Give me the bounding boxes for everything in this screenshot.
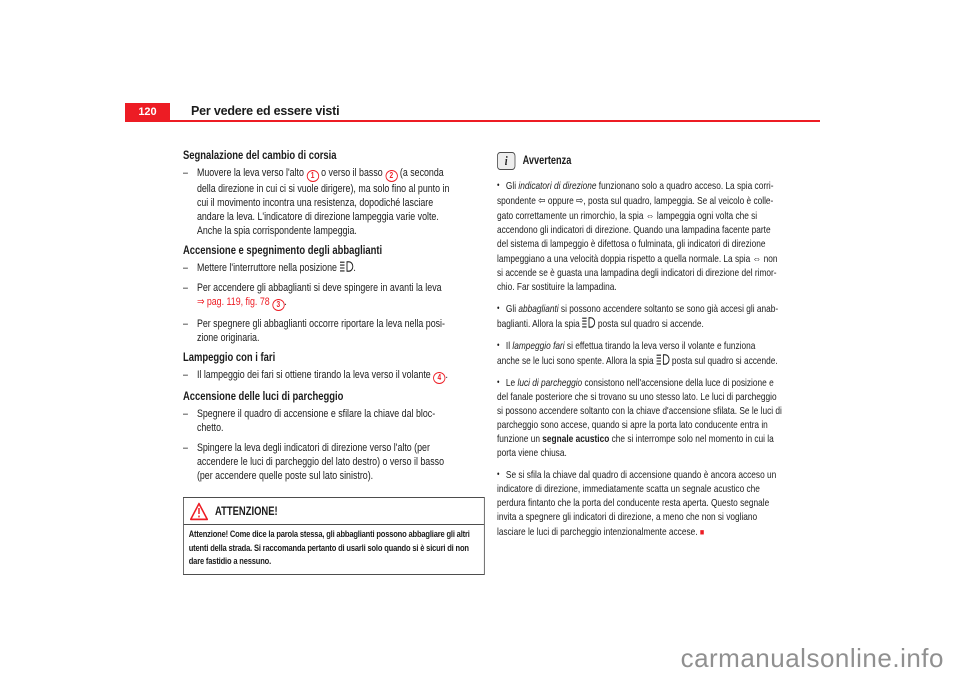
note-item (497, 467, 836, 540)
instruction-text (197, 408, 435, 434)
text-segment: (per accendere quelle poste sul lato sinistro). (196, 470, 374, 482)
text-segment: Il (505, 341, 513, 352)
text-segment: zione originaria. (196, 332, 260, 344)
text-segment: posta sul quadro si accende. (595, 319, 704, 330)
text-segment: Se si sfila la chiave dal quadro di accensione quando è ancora acceso un (505, 470, 777, 481)
text-segment: si accende se è guasta una lampadina degli indicatori di direzione del rimor- (497, 268, 777, 279)
left-sections (183, 149, 500, 483)
text-segment: . (284, 296, 287, 308)
note-text (497, 181, 778, 293)
circled-number-2: 2 (385, 170, 397, 182)
text-segment: accendono gli indicatori di direzione. Quando una lampadina facente parte (497, 225, 771, 236)
bullet-marker: • (497, 303, 500, 313)
instruction-item (183, 261, 500, 275)
circled-number-3: 3 (272, 299, 284, 311)
text-segment: cui il movimento incontra una resistenza, dopodiché lasciare (196, 197, 434, 209)
text-segment: lampeggia ogni volta che si (654, 211, 758, 222)
dash-marker: – (183, 369, 188, 381)
text-segment: (a seconda (397, 167, 444, 179)
circled-number-1: 1 (306, 170, 318, 182)
trailer-turn-icon: ⇔ (752, 253, 762, 265)
text-segment: non (761, 254, 778, 265)
text-segment: chetto. (196, 422, 224, 434)
text-segment: lasciare le luci di parcheggio intenzionalmente accese. (497, 527, 700, 538)
text-segment: Mettere l'interruttore nella posizione (196, 262, 340, 274)
note-heading: Avvertenza (522, 155, 572, 167)
arrow-right-icon: ⇨ (576, 195, 584, 207)
text-segment: gato correttamente un rimorchio, la spia (497, 211, 646, 222)
instruction-text (197, 318, 445, 344)
note-text (497, 470, 776, 538)
circled-number-4: 4 (433, 372, 445, 384)
dash-marker: – (183, 408, 188, 420)
text-segment: Gli (505, 181, 519, 192)
high-beam-icon (339, 261, 356, 274)
text-segment: Spegnere il quadro di accensione e sfilare la chiave dal bloc- (196, 408, 436, 420)
note-text (497, 304, 778, 330)
text-segment: che si interrompe solo nel momento in cui la (609, 434, 774, 445)
instruction-item (183, 317, 500, 345)
bullet-marker: • (497, 377, 500, 387)
note-item (497, 301, 836, 332)
text-segment: Per spegnere gli abbaglianti occorre riportare la leva nella posi- (196, 318, 445, 330)
text-segment: invita a spegnere gli indicatori di direzione, a meno che non si vogliano (497, 512, 758, 523)
text-segment: Spingere la leva degli indicatori di direzione verso l'alto (per (196, 442, 430, 454)
section-heading: Accensione e spegnimento degli abbaglianti (183, 245, 383, 257)
text-segment: posta sul quadro si accende. (669, 356, 778, 367)
text-segment: baglianti. Allora la spia (497, 319, 583, 330)
section-heading: Lampeggio con i fari (183, 352, 276, 364)
dash-marker: – (183, 442, 188, 454)
text-segment: . (445, 369, 448, 381)
text-segment: porta viene chiusa. (497, 448, 567, 459)
text-segment: chio. Far sostituire la lampadina. (497, 282, 617, 293)
note-header (497, 152, 836, 170)
page-number-badge: 120 (125, 103, 170, 121)
left-column (183, 149, 500, 575)
text-segment: indicatori di direzione (518, 181, 597, 192)
instruction-text (197, 369, 448, 381)
page-reference-link[interactable]: ⇒ pag. 119, fig. 78 (196, 296, 273, 308)
text-segment: del fanale posteriore che si trovano su uno stesso lato. Le luci di parcheggio (497, 392, 777, 403)
text-segment: , posta sul quadro, lampeggia. Se al veicolo è colle- (583, 196, 774, 207)
note-item (497, 338, 836, 369)
text-segment: luci di parcheggio (517, 378, 583, 389)
attention-box (183, 497, 485, 575)
text-segment: Per accendere gli abbaglianti si deve spingere in avanti la leva (196, 282, 442, 294)
attention-body: Attenzione! Come dice la parola stessa, gli abbaglianti possono abbagliare gli altri utenti della strada. Si raccomanda pertanto di usarli solo quando si è sicuri di non dare fastidio a nessuno. (188, 529, 470, 566)
text-segment: perdura fintanto che la porta del conducente resta aperta. Questo segnale (497, 498, 770, 509)
page-title: Per vedere ed essere visti (191, 104, 340, 118)
text-segment: oppure (545, 196, 577, 207)
text-segment: del sistema di lampeggio è difettosa o fulminata, gli indicatori di direzione (497, 239, 766, 250)
text-segment: lampeggiano a una velocità doppia rispetto a quella normale. La spia (497, 254, 753, 265)
text-segment: parcheggio sono accese, quando si apre la porta lato conducente entra in (497, 420, 768, 431)
text-segment: . (353, 262, 356, 274)
text-segment: lampeggio fari (512, 341, 565, 352)
section-heading: Segnalazione del cambio di corsia (183, 150, 337, 162)
text-segment: Il lampeggio dei fari si ottiene tirando la leva verso il volante (196, 369, 434, 381)
note-item (497, 375, 836, 461)
notes-list (497, 178, 836, 540)
text-segment: si effettua tirando la leva verso il volante e funziona (564, 341, 756, 352)
dash-marker: – (183, 318, 188, 330)
warning-triangle-icon (190, 502, 209, 521)
text-segment: Muovere la leva verso l'alto (196, 167, 307, 179)
text-segment: funzionano solo a quadro acceso. La spia corri- (596, 181, 774, 192)
text-segment: abbaglianti (518, 304, 559, 315)
text-segment: si possono accendere soltanto con la chiave d'accensione sfilata. Se le luci di (497, 406, 782, 417)
trailer-turn-icon: ⇔ (645, 210, 655, 222)
text-segment: indicatore di direzione, immediatamente scatta un segnale acustico che (497, 484, 760, 495)
text-segment: accendere le luci di parcheggio del lato destro) o verso il basso (196, 456, 445, 468)
text-segment: anche se le luci sono spente. Allora la spia (497, 356, 656, 367)
text-segment: funzione un (497, 434, 543, 445)
note-text (497, 378, 782, 459)
text-segment: spondente (497, 196, 539, 207)
section-heading: Accensione delle luci di parcheggio (183, 391, 344, 403)
instruction-item (183, 368, 500, 384)
text-segment: consistono nell'accensione della luce di posizione e (582, 378, 774, 389)
instruction-text (197, 282, 442, 308)
instruction-item (183, 281, 500, 311)
dash-marker: – (183, 262, 188, 274)
text-segment: Le (505, 378, 518, 389)
note-text (497, 341, 778, 367)
end-marker-icon: ■ (699, 527, 705, 537)
right-column (497, 152, 836, 546)
instruction-text (197, 442, 444, 482)
instruction-item (183, 166, 500, 238)
arrow-left-icon: ⇦ (538, 195, 546, 207)
text-segment: Gli (505, 304, 519, 315)
instruction-item (183, 407, 500, 435)
attention-header (184, 498, 484, 525)
instruction-text (197, 167, 449, 237)
attention-title: ATTENZIONE! (214, 505, 278, 518)
text-segment: della direzione in cui ci si vuole dirigere), ma solo fino al punto in (196, 183, 450, 195)
high-beam-icon (582, 317, 596, 328)
info-icon: i (497, 152, 515, 170)
instruction-item (183, 441, 500, 483)
text-segment: andare la leva. L'indicatore di direzione lampeggia varie volte. (196, 211, 439, 223)
text-segment: o verso il basso (318, 167, 386, 179)
dash-marker: – (183, 282, 188, 294)
text-segment: segnale acustico (542, 434, 610, 445)
text-segment: si possono accendere soltanto se sono già accesi gli anab- (558, 304, 779, 315)
instruction-text (197, 262, 356, 274)
dash-marker: – (183, 167, 188, 179)
bullet-marker: • (497, 340, 500, 350)
high-beam-icon (656, 354, 670, 365)
note-item (497, 178, 836, 295)
bullet-marker: • (497, 469, 500, 479)
bullet-marker: • (497, 180, 500, 190)
text-segment: Anche la spia corrispondente lampeggia. (196, 225, 357, 237)
watermark: carmanualsonline.info (680, 643, 944, 673)
header-rule (125, 120, 820, 122)
